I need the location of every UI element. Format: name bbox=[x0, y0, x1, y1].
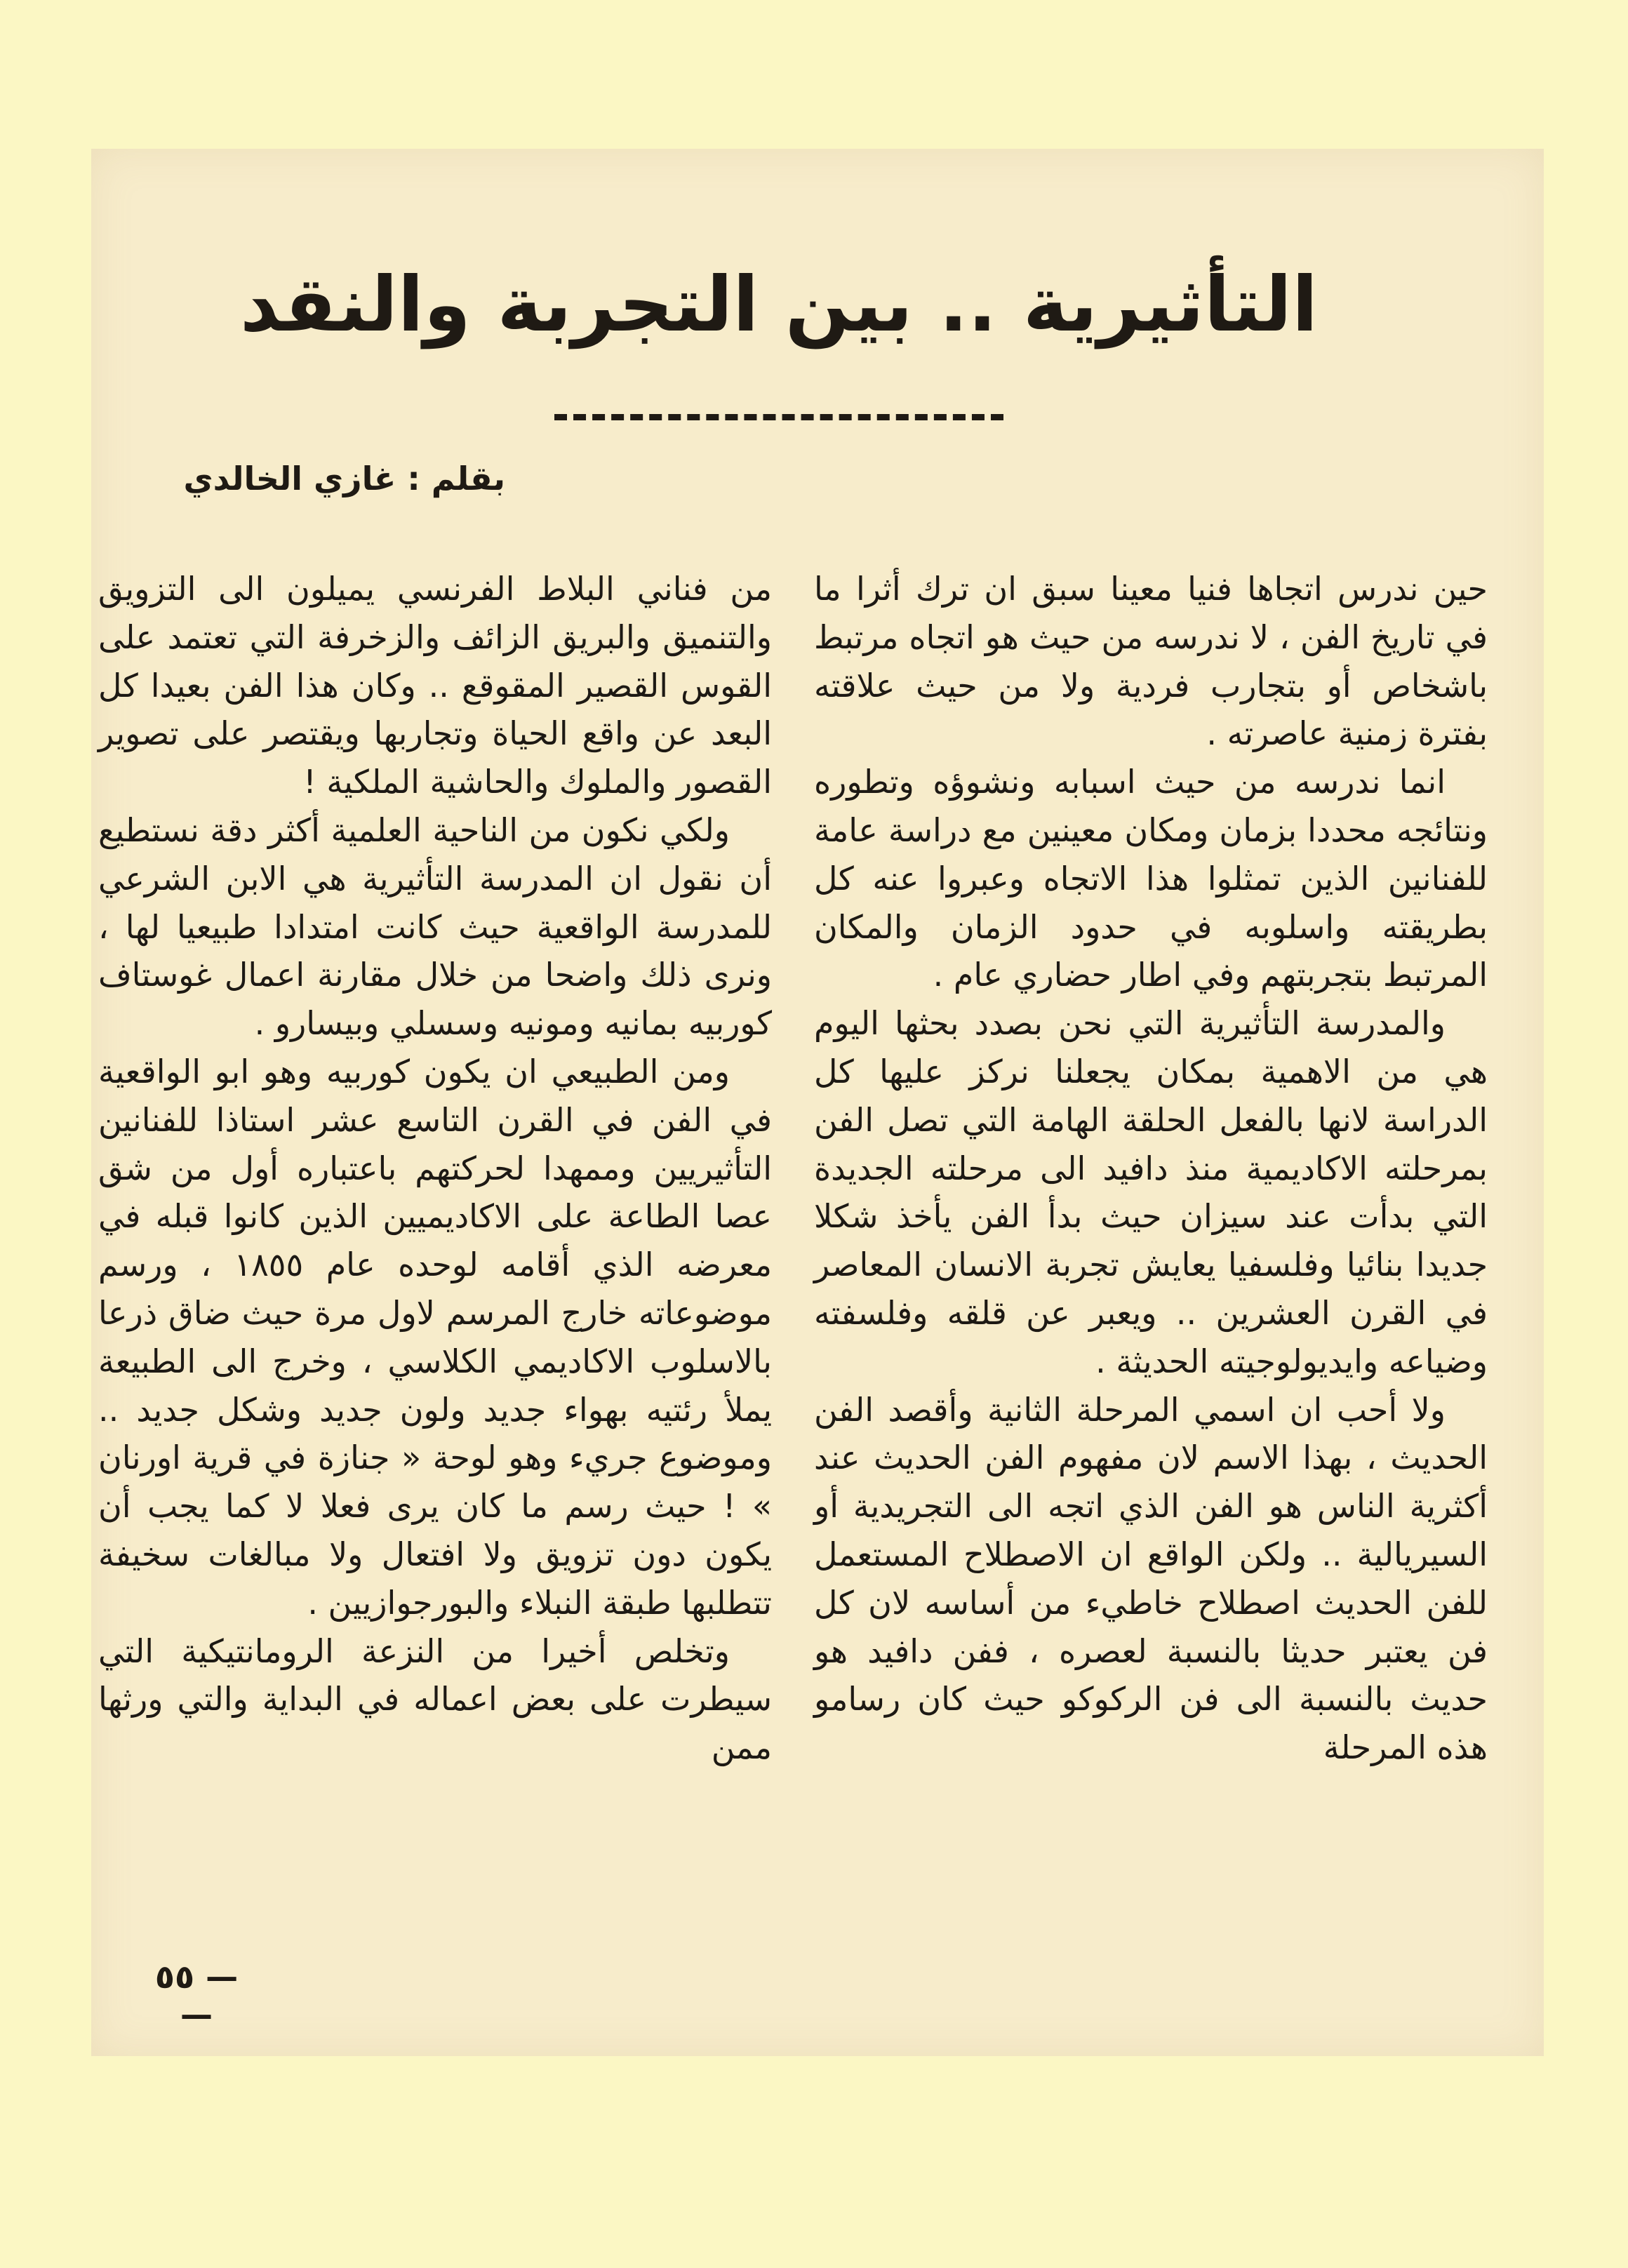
paragraph: حين ندرس اتجاها فنيا معينا سبق ان ترك أثرا ما في تاريخ الفن ، لا ندرسه من حيث هو اتجاه مرتبط باشخاص أو بتجارب فردية ولا من حيث علاقته بفترة زمنية عاصرته . bbox=[814, 570, 1488, 753]
paragraph: ولكي نكون من الناحية العلمية أكثر دقة نستطيع أن نقول ان المدرسة التأثيرية هي الابن الشرعي للمدرسة الواقعية حيث كانت امتدادا طبيعيا لها ، ونرى ذلك واضحا من خلال مقارنة اعمال غوستاف كوربيه بمانيه ومونيه وسسلي وبيسارو . bbox=[98, 811, 772, 1043]
paragraph: والمدرسة التأثيرية التي نحن بصدد بحثها اليوم هي من الاهمية بمكان يجعلنا نركز عليها كل الدراسة لانها بالفعل الحلقة الهامة التي تصل الفن بمرحلته الاكاديمية منذ دافيد الى مرحلته الجديدة التي بدأت عند سيزان حيث بدأ الفن يأخذ شكلا جديدا بنائيا وفلسفيا يعايش تجربة الانسان المعاصر في القرن العشرين .. ويعبر عن قلقه وفلسفته وضياعه وايديولوجيته الحديثة . bbox=[814, 1004, 1488, 1380]
paragraph: وتخلص أخيرا من النزعة الرومانتيكية التي سيطرت على بعض اعماله في البداية والتي ورثها ممن bbox=[98, 1632, 772, 1767]
paragraph: ومن الطبيعي ان يكون كوربيه وهو ابو الواقعية في الفن في القرن التاسع عشر استاذا للفنانين التأثيريين وممهدا لحركتهم باعتباره أول من شق عصا الطاعة على الاكاديميين الذين كانوا قبله في معرضه الذي أقامه لوحده عام ١٨٥٥ ، ورسم موضوعاته خارج المرسم لاول مرة حيث ضاق ذرعا بالاسلوب الاكاديمي الكلاسي ، وخرج الى الطبيعة يملأ رئتيه بهواء جديد ولون جديد وشكل جديد .. وموضوع جريء وهو لوحة « جنازة في قرية اورنان » ! حيث رسم ما كان يرى فعلا لا كما يجب أن يكون دون تزويق ولا افتعال ولا مبالغات سخيفة تتطلبها طبقة النبلاء والبورجوازيين . bbox=[98, 1052, 772, 1622]
paragraph: ولا أحب ان اسمي المرحلة الثانية وأقصد الفن الحديث ، بهذا الاسم لان مفهوم الفن الحديث عند أكثرية الناس هو الفن الذي اتجه الى التجريدية أو السيريالية .. ولكن الواقع ان الاصطلاح المستعمل للفن الحديث اصطلاح خاطيء من أساسه لان كل فن يعتبر حديثا بالنسبة لعصره ، ففن دافيد هو حديث بالنسبة الى فن الركوكو حيث كان رسامو هذه المرحلة bbox=[814, 1390, 1488, 1767]
paragraph: انما ندرسه من حيث اسبابه ونشوؤه وتطوره ونتائجه محددا بزمان ومكان معينين مع دراسة عامة للفنانين الذين تمثلوا هذا الاتجاه وعبروا عنه كل بطريقته واسلوبه في حدود الزمان والمكان المرتبط بتجربتهم وفي اطار حضاري عام . bbox=[814, 763, 1488, 994]
paragraph: من فناني البلاط الفرنسي يميلون الى التزويق والتنميق والبريق الزائف والزخرفة التي تعتمد على القوس القصير المقوقع .. وكان هذا الفن بعيدا كل البعد عن واقع الحياة وتجاربها ويقتصر على تصوير القصور والملوك والحاشية الملكية ! bbox=[98, 570, 772, 801]
title-underline bbox=[554, 414, 1003, 420]
page-number: — ٥٥ — bbox=[154, 1958, 239, 2034]
article-column-left bbox=[98, 565, 772, 1772]
article-title: التأثيرية .. بين التجربة والنقد bbox=[240, 261, 1318, 349]
article-column-right bbox=[814, 565, 1488, 1772]
author-byline: بقلم : غازي الخالدي bbox=[183, 460, 505, 498]
